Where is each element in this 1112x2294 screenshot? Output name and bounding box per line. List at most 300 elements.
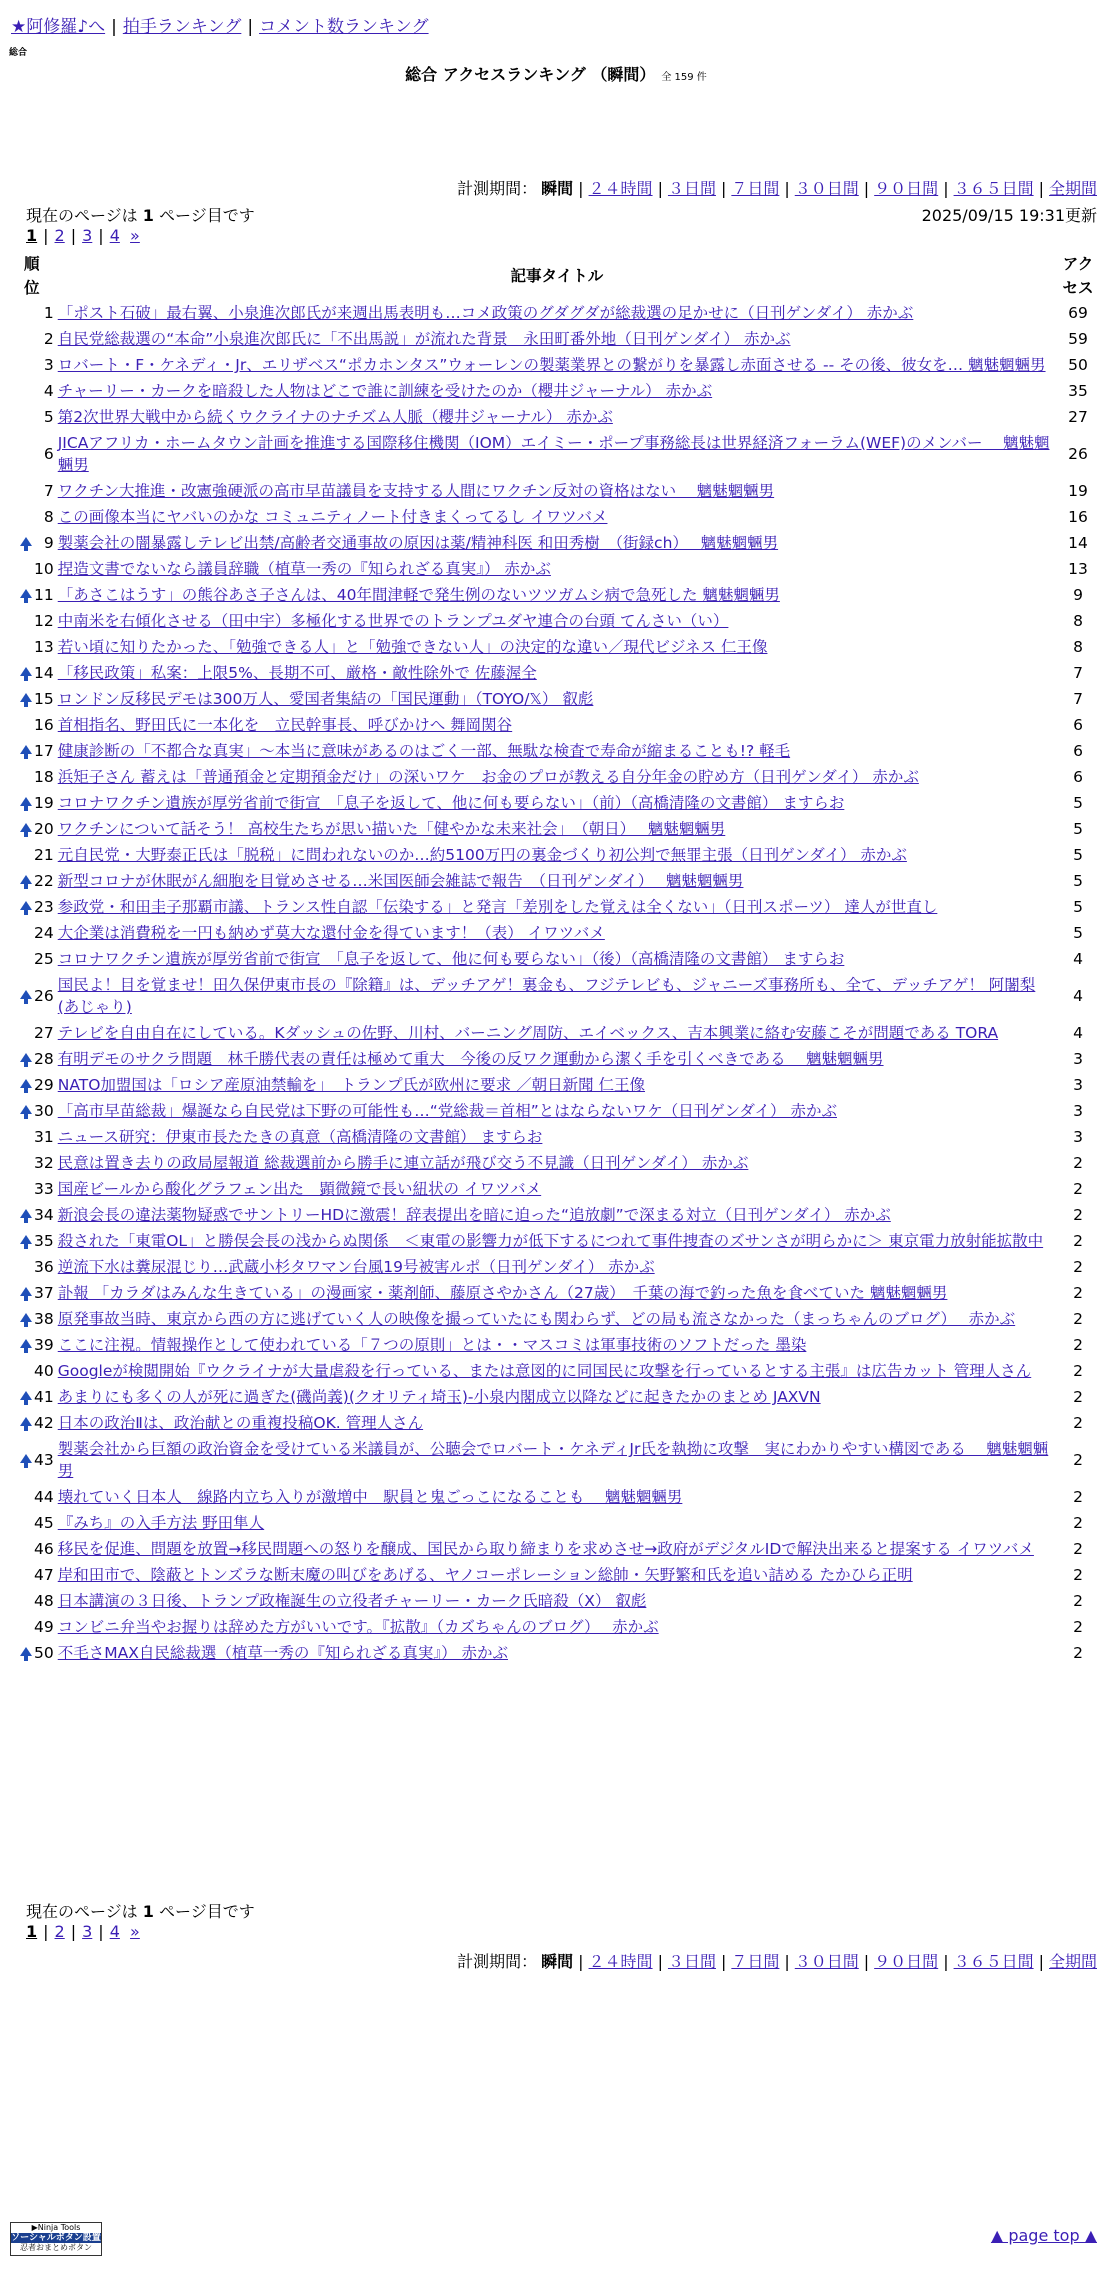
access-header-text: アクセス	[1062, 255, 1094, 297]
article-title-cell	[58, 738, 1056, 764]
access-count: 2	[1073, 1154, 1083, 1172]
article-title-cell	[58, 1098, 1056, 1124]
article-title-cell	[58, 920, 1056, 946]
pager-link[interactable]: 2	[54, 1922, 65, 1941]
table-row	[18, 764, 1100, 790]
article-title-link[interactable]: 参政党・和田圭子那覇市議、トランス性自認「伝染する」と発言「差別をした覚えは全くない」（日刊スポーツ） 達人が世直し	[57, 898, 938, 916]
article-title-link[interactable]: 元自民党・大野泰正氏は「脱税」に問われないのか…約5100万円の裏金づくり初公判で無罪主張（日刊ゲンダイ） 赤かぶ	[57, 846, 907, 864]
category-label: 総合	[9, 48, 28, 58]
article-title-cell	[58, 660, 1056, 686]
rank-change-cell	[18, 478, 34, 504]
access-count: 5	[1073, 846, 1083, 864]
title-header: 記事タイトル	[510, 267, 604, 285]
rank-number: 17	[34, 742, 54, 760]
article-title-cell	[58, 1484, 1056, 1510]
article-title-cell	[58, 430, 1056, 478]
rank-change-cell	[18, 790, 34, 816]
rank-up-arrow-icon	[20, 901, 32, 910]
rank-number: 33	[34, 1180, 54, 1198]
page-info-bottom	[26, 1899, 255, 1922]
rank-up-arrow-icon	[20, 1391, 32, 1400]
article-title-cell	[58, 404, 1056, 430]
table-row	[18, 404, 1100, 430]
rank-number: 22	[34, 872, 54, 890]
table-row	[18, 790, 1100, 816]
article-title-link[interactable]: 『みち』の入手方法 野田隼人	[57, 1514, 265, 1532]
rank-number: 8	[43, 508, 54, 526]
article-title-cell	[58, 1150, 1056, 1176]
access-count: 50	[1068, 356, 1088, 374]
rank-number: 25	[34, 950, 54, 968]
rank-change-cell	[18, 1306, 34, 1332]
access-count: 2	[1073, 1258, 1083, 1276]
access-count: 3	[1073, 1128, 1083, 1146]
table-row	[18, 1536, 1100, 1562]
rank-change-cell	[18, 300, 34, 326]
pager-link[interactable]: 2	[54, 226, 65, 245]
pager-bottom: 1 | 2 | 3 | 4 »	[26, 1922, 140, 1941]
rank-up-arrow-icon	[20, 990, 32, 999]
rank-up-arrow-icon	[20, 875, 32, 884]
article-title-link[interactable]: 自民党総裁選の“本命”小泉進次郎氏に「不出馬説」が流れた背景 永田町番外地（日刊ゲンダイ） 赤かぶ	[57, 330, 791, 348]
rank-change-cell	[18, 1614, 34, 1640]
article-title-link[interactable]: コロナワクチン遺族が厚労省前で街宣 「息子を返して、他に何も要らない」（後）（高橋清隆の文書館） ますらお	[57, 950, 845, 968]
period-link[interactable]: ３０日間	[794, 1952, 859, 1971]
table-row	[18, 1332, 1100, 1358]
rank-up-arrow-icon	[20, 1417, 32, 1426]
table-row	[18, 1588, 1100, 1614]
article-title-link[interactable]: チャーリー・カークを暗殺した人物はどこで誰に訓練を受けたのか（櫻井ジャーナル） 赤かぶ	[57, 382, 713, 400]
access-count: 4	[1073, 1024, 1083, 1042]
article-title-link[interactable]: 壊れていく日本人 線路内立ち入りが激増中 駅員と鬼ごっこになることも 魑魅魍魎男	[57, 1488, 683, 1506]
period-link[interactable]: ３６５日間	[953, 1952, 1034, 1971]
access-count: 4	[1073, 987, 1083, 1005]
access-count: 2	[1073, 1540, 1083, 1558]
table-row	[18, 1358, 1100, 1384]
table-row	[18, 1150, 1100, 1176]
access-count: 26	[1068, 445, 1088, 463]
article-title-link[interactable]: 大企業は消費税を一円も納めず莫大な還付金を得ています！（表） イワツバメ	[57, 924, 605, 942]
article-title-link[interactable]: 逆流下水は糞尿混じり…武蔵小杉タワマン台風19号被害ルポ（日刊ゲンダイ） 赤かぶ	[57, 1258, 655, 1276]
period-link[interactable]: ３日間	[667, 1952, 716, 1971]
rank-number: 30	[34, 1102, 54, 1120]
table-row	[18, 660, 1100, 686]
article-title-link[interactable]: JICAアフリカ・ホームタウン計画を推進する国際移住機関（IOM）エイミー・ポープ事務総長は世界経済フォーラム(WEF)のメンバー 魑魅魍魎男	[57, 434, 1050, 474]
rank-up-arrow-icon	[20, 693, 32, 702]
rank-number: 9	[43, 534, 54, 552]
access-count: 5	[1073, 872, 1083, 890]
access-count: 2	[1073, 1310, 1083, 1328]
article-title-cell	[58, 712, 1056, 738]
period-link[interactable]: ３日間	[667, 179, 716, 198]
page-info-suffix: ページ目です	[159, 1902, 255, 1921]
article-title-cell	[58, 1510, 1056, 1536]
article-title-link[interactable]: ニュース研究：伊東市長たたきの真意（高橋清隆の文書館） ますらお	[57, 1128, 543, 1146]
article-title-link[interactable]: 中南米を右傾化させる（田中宇）多極化する世界でのトランプユダヤ連合の台頭 てんさい（い）	[57, 612, 729, 630]
article-title-link[interactable]: 健康診断の「不都合な真実」～本当に意味があるのはごく一部、無駄な検査で寿命が縮まることも!? 軽毛	[57, 742, 791, 760]
rank-change-cell	[18, 1436, 34, 1484]
rank-header-text: 順位	[24, 255, 40, 297]
table-row	[18, 530, 1100, 556]
rank-up-arrow-icon	[20, 1287, 32, 1296]
rank-change-cell	[18, 764, 34, 790]
article-title-cell	[58, 326, 1056, 352]
article-title-link[interactable]: 日本講演の３日後、トランプ政権誕生の立役者チャーリー・カーク氏暗殺（X） 叡彪	[57, 1592, 647, 1610]
period-current: 瞬間	[541, 179, 574, 198]
article-title-cell	[58, 1640, 1056, 1666]
pager-next[interactable]: »	[130, 1922, 140, 1941]
rank-change-cell	[18, 1098, 34, 1124]
page-info-number: 1	[142, 1902, 154, 1921]
rank-number: 42	[34, 1414, 54, 1432]
access-count: 2	[1073, 1488, 1083, 1506]
rank-number: 26	[34, 987, 54, 1005]
rank-number: 1	[43, 304, 54, 322]
rank-number: 46	[34, 1540, 54, 1558]
rank-number: 3	[43, 356, 54, 374]
pager-current: 1	[26, 226, 38, 245]
rank-change-cell	[18, 1124, 34, 1150]
access-count: 19	[1068, 482, 1088, 500]
period-current: 瞬間	[541, 1952, 574, 1971]
table-row	[18, 738, 1100, 764]
total-count: 全 159 件	[661, 72, 707, 83]
rank-change-cell	[18, 378, 34, 404]
rank-change-cell	[18, 1510, 34, 1536]
rank-number: 29	[34, 1076, 54, 1094]
rank-up-arrow-icon	[20, 745, 32, 754]
page-info-prefix: 現在のページは	[26, 206, 138, 225]
table-row	[18, 1072, 1100, 1098]
page-title-text: 総合 アクセスランキング （瞬間）	[405, 65, 656, 84]
rank-number: 39	[34, 1336, 54, 1354]
rank-change-cell	[18, 1280, 34, 1306]
access-count: 13	[1068, 560, 1088, 578]
article-title-link[interactable]: 岸和田市で、陰蔽とトンズラな断末魔の叫びをあげる、ヤノコーポレーション総帥・矢野繁和氏を追い詰める たかひら正明	[57, 1566, 913, 1584]
rank-up-arrow-icon	[20, 823, 32, 832]
rank-change-cell	[18, 352, 34, 378]
access-count: 5	[1073, 924, 1083, 942]
article-title-cell	[58, 686, 1056, 712]
table-row	[18, 608, 1100, 634]
access-count: 2	[1073, 1206, 1083, 1224]
table-row	[18, 1254, 1100, 1280]
article-title-link[interactable]: ワクチン大推進・改憲強硬派の高市早苗議員を支持する人間にワクチン反対の資格はない 魑魅魍魎男	[57, 482, 775, 500]
table-row	[18, 1410, 1100, 1436]
rank-number: 31	[34, 1128, 54, 1146]
article-title-cell	[58, 1436, 1056, 1484]
rank-number: 14	[34, 664, 54, 682]
table-row	[18, 1384, 1100, 1410]
article-title-cell	[58, 582, 1056, 608]
article-title-link[interactable]: 原発事故当時、東京から西の方に逃げていく人の映像を撮っていたにも関わらず、どの局も流さなかった（まっちゃんのブログ） 赤かぶ	[57, 1310, 1016, 1328]
social-badge-bottom: 忍者おまとめボタン	[20, 2243, 92, 2252]
period-link[interactable]: ７日間	[731, 1952, 780, 1971]
article-title-link[interactable]: NATO加盟国は「ロシア産原油禁輸を」 トランプ氏が欧州に要求 ／朝日新聞 仁王像	[57, 1076, 646, 1094]
pager-next[interactable]: »	[130, 226, 140, 245]
period-link[interactable]: ９０日間	[874, 1952, 939, 1971]
page-info-number: 1	[142, 206, 154, 225]
table-row	[18, 894, 1100, 920]
article-title-link[interactable]: ワクチンについて話そう！ 高校生たちが思い描いた「健やかな未来社会」 （朝日） 魑魅魍魎男	[57, 820, 726, 838]
top-nav	[11, 12, 429, 37]
rank-number: 11	[34, 586, 54, 604]
rank-change-cell	[18, 1484, 34, 1510]
period-link[interactable]: ２４時間	[588, 1952, 653, 1971]
article-title-cell	[58, 842, 1056, 868]
article-title-link[interactable]: 製薬会社から巨額の政治資金を受けている米議員が、公聴会でロバート・ケネディJr氏を執拗に攻撃 実にわかりやすい構図である 魑魅魍魎男	[57, 1440, 1049, 1480]
rank-number: 41	[34, 1388, 54, 1406]
access-count: 14	[1068, 534, 1088, 552]
table-row	[18, 352, 1100, 378]
nav-separator: |	[247, 17, 254, 37]
rank-up-arrow-icon	[20, 667, 32, 676]
page-title	[0, 62, 1112, 85]
social-badge-top: ▶Ninja Tools	[31, 2223, 81, 2232]
table-row	[18, 582, 1100, 608]
rank-up-arrow-icon	[20, 1053, 32, 1062]
rank-change-cell	[18, 1202, 34, 1228]
rank-number: 5	[43, 408, 54, 426]
access-count: 35	[1068, 382, 1088, 400]
rank-number: 23	[34, 898, 54, 916]
rank-change-cell	[18, 816, 34, 842]
article-title-link[interactable]: コンビニ弁当やお握りは辞めた方がいいです。『拡散』（カズちゃんのブログ） 赤かぶ	[57, 1618, 659, 1636]
rank-number: 24	[34, 924, 54, 942]
table-header-row	[18, 252, 1100, 300]
nav-separator: |	[111, 17, 117, 37]
rank-up-arrow-icon	[20, 1313, 32, 1322]
article-title-link[interactable]: 捏造文書でないなら議員辞職（植草一秀の『知られざる真実』） 赤かぶ	[57, 560, 551, 578]
table-row	[18, 842, 1100, 868]
article-title-link[interactable]: 国産ビールから酸化グラフェン出た 顕微鏡で長い紐状の イワツバメ	[57, 1180, 542, 1198]
access-count: 2	[1073, 1388, 1083, 1406]
rank-change-cell	[18, 1046, 34, 1072]
access-count: 5	[1073, 794, 1083, 812]
rank-change-cell	[18, 1588, 34, 1614]
access-count: 2	[1073, 1514, 1083, 1532]
rank-number: 36	[34, 1258, 54, 1276]
article-title-link[interactable]: あまりにも多くの人が死に過ぎた(磯尚義)(クオリティ埼玉)-小泉内閣成立以降などに起きたかのまとめ JAXVN	[57, 1388, 821, 1406]
article-title-link[interactable]: ここに注視。情報操作として使われている「７つの原則」とは・・マスコミは軍事技術のソフトだった 墨染	[57, 1336, 807, 1354]
access-count: 2	[1073, 1232, 1083, 1250]
article-title-link[interactable]: 「高市早苗総裁」爆誕なら自民党は下野の可能性も…“党総裁＝首相”とはならないワケ（日刊ゲンダイ） 赤かぶ	[57, 1102, 837, 1120]
rank-number: 15	[34, 690, 54, 708]
article-title-cell	[58, 1254, 1056, 1280]
article-title-cell	[58, 894, 1056, 920]
article-title-link[interactable]: 新型コロナが休眠がん細胞を目覚めさせる…米国医師会雑誌で報告 （日刊ゲンダイ） 魑魅魍魎男	[57, 872, 744, 890]
article-title-link[interactable]: ロバート・F・ケネディ・Jr、エリザベス“ポカホンタス”ウォーレンの製薬業界との繋がりを暴露し赤面させる -- その後、彼女を… 魑魅魍魎男	[57, 356, 1046, 374]
article-title-link[interactable]: 「ポスト石破」最右翼、小泉進次郎氏が来週出馬表明も…コメ政策のグダグダが総裁選の足かせに（日刊ゲンダイ） 赤かぶ	[57, 304, 914, 322]
article-title-cell	[58, 816, 1056, 842]
rank-change-cell	[18, 1384, 34, 1410]
rank-up-arrow-icon	[20, 589, 32, 598]
table-row	[18, 686, 1100, 712]
rank-number: 47	[34, 1566, 54, 1584]
period-link[interactable]: ３６５日間	[953, 179, 1034, 198]
article-title-cell	[58, 1046, 1056, 1072]
access-count: 2	[1073, 1414, 1083, 1432]
article-title-link[interactable]: Googleが検閲開始『ウクライナが大量虐殺を行っている、または意図的に同国民に攻撃を行っているとする主張』は広告カット 管理人さん	[57, 1362, 1032, 1380]
table-row	[18, 1176, 1100, 1202]
article-title-link[interactable]: 製薬会社の闇暴露しテレビ出禁/高齢者交通事故の原因は薬/精神科医 和田秀樹 （街録ch） 魑魅魍魎男	[57, 534, 779, 552]
rank-number: 18	[34, 768, 54, 786]
article-title-cell	[58, 1280, 1056, 1306]
rank-number: 44	[34, 1488, 54, 1506]
rank-change-cell	[18, 1020, 34, 1046]
rank-change-cell	[18, 972, 34, 1020]
rank-number: 28	[34, 1050, 54, 1068]
home-link[interactable]: ★阿修羅♪へ	[11, 17, 106, 37]
article-title-cell	[58, 504, 1056, 530]
article-title-link[interactable]: 首相指名、野田氏に一本化を 立民幹事長、呼びかけへ 舞岡関谷	[57, 716, 513, 734]
period-label: 計測期間：	[457, 179, 538, 198]
page-info-top	[26, 203, 255, 226]
table-row	[18, 1228, 1100, 1254]
table-row	[18, 1306, 1100, 1332]
social-badge-mid: ソーシャルボタン設置	[11, 2233, 101, 2243]
pager-current: 1	[26, 1922, 38, 1941]
social-button-badge[interactable]	[10, 2222, 102, 2256]
article-title-link[interactable]: 日本の政治Ⅱは、政治献との重複投稿OK. 管理人さん	[57, 1414, 424, 1432]
article-title-link[interactable]: 民意は置き去りの政局屋報道 総裁選前から勝手に連立話が飛び交う不見識（日刊ゲンダイ） 赤かぶ	[57, 1154, 749, 1172]
pager-link[interactable]: 4	[109, 1922, 120, 1941]
access-count: 4	[1073, 950, 1083, 968]
table-row	[18, 326, 1100, 352]
rank-change-cell	[18, 712, 34, 738]
rank-change-cell	[18, 556, 34, 582]
pager-link[interactable]: 4	[109, 226, 120, 245]
article-title-link[interactable]: 殺された「東電OL」と勝俣会長の浅からぬ関係 ＜東電の影響力が低下するにつれて事件捜査のズサンさが明らかに＞ 東京電力放射能拡散中	[57, 1232, 1044, 1250]
period-link[interactable]: ２４時間	[588, 179, 653, 198]
ranking-body	[18, 300, 1100, 1666]
rank-change-cell	[18, 582, 34, 608]
rank-change-cell	[18, 1410, 34, 1436]
rank-change-cell	[18, 738, 34, 764]
access-count: 3	[1073, 1050, 1083, 1068]
period-link[interactable]: 全期間	[1048, 179, 1097, 198]
table-row	[18, 1202, 1100, 1228]
rank-number: 10	[34, 560, 54, 578]
article-title-cell	[58, 1202, 1056, 1228]
page-info-prefix: 現在のページは	[26, 1902, 138, 1921]
article-title-link[interactable]: 「移民政策」私案：上限5%、長期不可、厳格・敵性除外で 佐藤渥全	[57, 664, 537, 682]
article-title-link[interactable]: 訃報 「カラダはみんな生きている」の漫画家・薬剤師、藤原さやかさん（27歳） 千葉の海で釣った魚を食べていた 魑魅魍魎男	[57, 1284, 948, 1302]
article-title-cell	[58, 634, 1056, 660]
period-link[interactable]: ７日間	[731, 179, 780, 198]
rank-up-arrow-icon	[20, 1079, 32, 1088]
article-title-cell	[58, 868, 1056, 894]
period-selector-bottom: 計測期間： 瞬間 | ２４時間 | ３日間 | ７日間 | ３０日間 | ９０日間 | ３６５日間 | 全期間	[457, 1952, 1097, 1971]
rank-up-arrow-icon	[20, 1454, 32, 1463]
rank-change-cell	[18, 608, 34, 634]
article-title-link[interactable]: 不毛さMAX自民総裁選（植草一秀の『知られざる真実』） 赤かぶ	[57, 1644, 509, 1662]
rank-change-cell	[18, 530, 34, 556]
article-title-cell	[58, 608, 1056, 634]
rank-number: 27	[34, 1024, 54, 1042]
pager-link[interactable]: 3	[82, 1922, 93, 1941]
article-title-link[interactable]: 第2次世界大戦中から続くウクライナのナチズム人脈（櫻井ジャーナル） 赤かぶ	[57, 408, 613, 426]
access-count: 3	[1073, 1102, 1083, 1120]
access-header	[1056, 252, 1100, 300]
article-title-cell	[58, 1332, 1056, 1358]
rank-up-arrow-icon	[20, 1105, 32, 1114]
article-title-cell	[58, 1588, 1056, 1614]
article-title-cell	[58, 1384, 1056, 1410]
rank-number: 19	[34, 794, 54, 812]
article-title-link[interactable]: 有明デモのサクラ問題 林千勝代表の責任は極めて重大 今後の反ワク運動から潔く手を引くべきである 魑魅魍魎男	[57, 1050, 884, 1068]
page-info-suffix: ページ目です	[159, 206, 255, 225]
rank-header	[18, 252, 58, 300]
article-title-cell	[58, 378, 1056, 404]
rank-number: 49	[34, 1618, 54, 1636]
access-count: 7	[1073, 664, 1083, 682]
article-title-link[interactable]: 「あさこはうす」の熊谷あさ子さんは、40年間津軽で発生例のないツツガムシ病で急死した 魑魅魍魎男	[57, 586, 780, 604]
access-count: 59	[1068, 330, 1088, 348]
table-row	[18, 1124, 1100, 1150]
table-row	[18, 816, 1100, 842]
clap-ranking-link[interactable]: 拍手ランキング	[122, 17, 242, 37]
article-title-link[interactable]: コロナワクチン遺族が厚労省前で街宣 「息子を返して、他に何も要らない」（前）（高橋清隆の文書館） ますらお	[57, 794, 845, 812]
rank-number: 16	[34, 716, 54, 734]
rank-number: 13	[34, 638, 54, 656]
article-title-link[interactable]: 国民よ！目を覚ませ！田久保伊東市長の『除籍』は、デッチアゲ！裏金も、フジテレビも、ジャニーズ事務所も、全て、デッチアゲ！ 阿闍梨(あじゃり)	[57, 976, 1036, 1016]
rank-up-arrow-icon	[20, 797, 32, 806]
table-row	[18, 1510, 1100, 1536]
rank-change-cell	[18, 868, 34, 894]
access-count: 7	[1073, 690, 1083, 708]
article-title-cell	[58, 1124, 1056, 1150]
access-count: 2	[1073, 1566, 1083, 1584]
table-row	[18, 1046, 1100, 1072]
period-link[interactable]: 全期間	[1048, 1952, 1097, 1971]
rank-change-cell	[18, 946, 34, 972]
article-title-link[interactable]: 浜矩子さん 蓄えは「普通預金と定期預金だけ」の深いワケ お金のプロが教える自分年金の貯め方（日刊ゲンダイ） 赤かぶ	[57, 768, 919, 786]
pager-link[interactable]: 3	[82, 226, 93, 245]
rank-change-cell	[18, 430, 34, 478]
article-title-link[interactable]: この画像本当にヤバいのかな コミュニティノート付きまくってるし イワツバメ	[57, 508, 608, 526]
article-title-link[interactable]: 移民を促進、問題を放置→移民問題への怒りを醸成、国民から取り締まりを求めさせ→政府がデジタルIDで解決出来ると提案する イワツバメ	[57, 1540, 1034, 1558]
access-count: 9	[1073, 586, 1083, 604]
table-row	[18, 1640, 1100, 1666]
table-row	[18, 972, 1100, 1020]
comment-ranking-link[interactable]: コメント数ランキング	[259, 17, 429, 37]
rank-number: 6	[43, 445, 54, 463]
article-title-link[interactable]: 若い頃に知りたかった、「勉強できる人」と「勉強できない人」の決定的な違い／現代ビジネス 仁王像	[57, 638, 768, 656]
article-title-cell	[58, 1410, 1056, 1436]
table-row	[18, 1562, 1100, 1588]
rank-change-cell	[18, 1358, 34, 1384]
period-link[interactable]: ９０日間	[874, 179, 939, 198]
rank-up-arrow-icon	[20, 1339, 32, 1348]
article-title-cell	[58, 1358, 1056, 1384]
updated-timestamp: 2025/09/15 19:31更新	[921, 206, 1097, 225]
rank-change-cell	[18, 920, 34, 946]
rank-up-arrow-icon	[20, 1235, 32, 1244]
table-row	[18, 1436, 1100, 1484]
page-top-link[interactable]: ▲ page top ▲	[990, 2226, 1097, 2245]
article-title-link[interactable]: 新浪会長の違法薬物疑惑でサントリーHDに激震！辞表提出を暗に迫った“追放劇”で深まる対立（日刊ゲンダイ） 赤かぶ	[57, 1206, 891, 1224]
article-title-link[interactable]: ロンドン反移民デモは300万人、愛国者集結の「国民運動」（TOYO/𝕏） 叡彪	[57, 690, 594, 708]
access-count: 2	[1073, 1362, 1083, 1380]
access-count: 2	[1073, 1618, 1083, 1636]
article-title-cell	[58, 1562, 1056, 1588]
article-title-link[interactable]: テレビを自由自在にしている。Kダッシュの佐野、川村、バーニング周防、エイベックス、吉本興業に絡む安藤こそが問題である TORA	[57, 1024, 999, 1042]
period-link[interactable]: ３０日間	[794, 179, 859, 198]
access-count: 6	[1073, 716, 1083, 734]
access-count: 5	[1073, 898, 1083, 916]
access-count: 3	[1073, 1076, 1083, 1094]
